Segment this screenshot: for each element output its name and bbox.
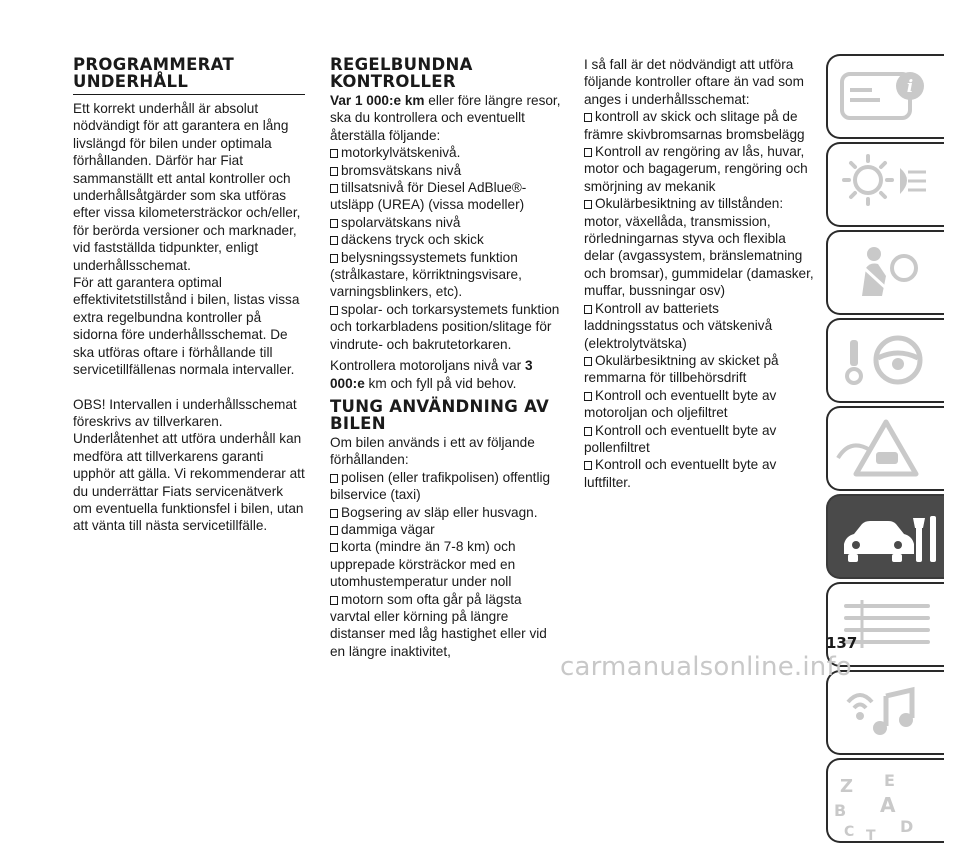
checkbox-square-icon [330, 167, 338, 176]
section-title-heavy-use: TUNG ANVÄNDNING AV BILEN [330, 396, 550, 433]
svg-text:i: i [906, 77, 914, 97]
tab-index[interactable] [826, 758, 944, 843]
checkbox-square-icon [330, 184, 338, 193]
index-letter: Z [840, 776, 854, 797]
list-item: Kontroll och eventuellt byte av luftfilter. [584, 457, 777, 490]
checkbox-square-icon [584, 392, 592, 401]
warning-triangle-icon [828, 408, 946, 493]
checkbox-square-icon [330, 509, 338, 518]
index-letter: T [866, 828, 876, 844]
column-2 [330, 56, 562, 660]
steering-wheel-key-icon [828, 320, 946, 405]
list-item: Kontroll och eventuellt byte av pollenfiltret [584, 422, 777, 455]
frequent-checks-intro: I så fall är det nödvändigt att utföra följande kontroller oftare än vad som anges i underhållsschemat: [584, 57, 804, 107]
paragraph-extra-checks: För att garantera optimal effektivitetstillstånd i bilen, listas vissa extra regelbundna kontroller på sidorna före underhållsschemat. De ska utföras oftare i förhållande till servicetillfällenas normala intervaller. [73, 275, 300, 378]
page-number: 137 [826, 634, 858, 652]
watermark: carmanualsonline.info [560, 652, 852, 682]
checkbox-square-icon [584, 305, 592, 314]
list-item: motorkylvätskenivå. [330, 144, 562, 161]
tab-multimedia[interactable] [826, 670, 944, 755]
list-item: belysningssystemets funktion (strålkastare, körriktningsvisare, varningsblinkers, etc). [330, 249, 522, 300]
checkbox-square-icon [330, 219, 338, 228]
oil-check-paragraph: Kontrollera motoroljans nivå var 3 000:e km och fyll på vid behov. [330, 358, 533, 391]
list-item: Kontroll och eventuellt byte av motoroljan och oljefiltret [584, 387, 777, 421]
index-letter: C [844, 824, 855, 840]
checkbox-square-icon [330, 254, 338, 263]
index-letter: A [880, 793, 896, 817]
list-item: motorn som ofta går på lägsta varvtal eller körning på längre distanser med låg hastighet eller vid en längre inaktivitet, [330, 591, 547, 659]
tab-lights-controls[interactable] [826, 142, 944, 227]
checkbox-square-icon [330, 543, 338, 552]
heavy-use-intro: Om bilen används i ett av följande förhållanden: [330, 434, 535, 468]
index-letter: D [900, 817, 914, 836]
chapter-tabs [826, 54, 944, 846]
checkbox-square-icon [584, 427, 592, 436]
list-item: Kontroll av batteriets laddningsstatus och vätskenivå (elektrolytvätska) [584, 300, 773, 351]
section-title-regular-checks: REGELBUNDNA KONTROLLER [330, 55, 473, 91]
list-item: korta (mindre än 7-8 km) och upprepade körsträckor med en utomhustemperatur under noll [330, 539, 516, 590]
list-item: tillsatsnivå för Diesel AdBlue®-utsläpp (UREA) (vissa modeller) [330, 180, 527, 213]
paragraph-intro: Ett korrekt underhåll är absolut nödvändigt för att garantera en lång livslängd för bilen under optimala förhållanden. Därför har Fiat sammanställt ett antal kontroller och underhållsåtgärder som ska utföras efter vissa kilometersträckor och/eller, för berörda versioner och marknader, vid fastställda tidpunkter, enligt underhållsschemat. [73, 101, 301, 273]
checkbox-square-icon [584, 148, 592, 157]
list-item: dammiga vägar [330, 521, 562, 538]
list-item: Bogsering av släp eller husvagn. [330, 504, 562, 521]
checkbox-square-icon [584, 200, 592, 209]
list-item: spolar- och torkarsystemets funktion och torkarbladens position/slitage för vindrute- och bakrutetorkaren. [330, 301, 560, 352]
checkbox-square-icon [584, 357, 592, 366]
tab-emergency[interactable] [826, 406, 944, 491]
section-title-scheduled-maintenance: PROGRAMMERAT UNDERHÅLL [73, 56, 305, 95]
regular-checks-intro: Var 1 000:e km eller före längre resor, ska du kontrollera och eventuellt återställa följande: [330, 93, 561, 143]
column-3 [584, 56, 816, 491]
checkbox-square-icon [584, 113, 592, 122]
checkbox-square-icon [330, 526, 338, 535]
checkbox-square-icon [330, 474, 338, 483]
index-letters-icon [828, 760, 946, 845]
lights-icon [828, 144, 946, 229]
tab-starting-driving[interactable] [826, 318, 944, 403]
list-item: Kontroll av rengöring av lås, huvar, motor och bagagerum, rengöring och smörjning av mekanik [584, 144, 808, 194]
index-letter: B [834, 801, 847, 820]
paragraph-note: OBS! Intervallen i underhållsschemat föreskrivs av tillverkaren. Underlåtenhet att utföra underhåll kan medföra att tillverkarens garanti upphör att gälla. Vi rekommenderar att du underrättar Fiats servicenätverk om eventuella funktionsfel i bilen, utan att vänta till nästa servicetillfälle. [73, 396, 305, 534]
list-item: spolarvätskans nivå [330, 214, 562, 231]
checkbox-square-icon [330, 149, 338, 158]
tab-maintenance-active[interactable] [826, 494, 944, 579]
checkbox-square-icon [330, 306, 338, 315]
list-item: kontroll av skick och slitage på de främre skivbromsarnas bromsbelägg [584, 109, 805, 142]
checkbox-square-icon [330, 596, 338, 605]
list-item: Okulärbesiktning av tillstånden: motor, växellåda, transmission, rörledningarnas styva och flexibla delar (avgassystem, bränslematning och bromsar), gummidelar (damasker, muffar, bussningar osv) [584, 196, 814, 299]
list-item: däckens tryck och skick [330, 231, 562, 248]
column-1 [73, 56, 305, 535]
checkbox-square-icon [330, 236, 338, 245]
tab-dashboard-info[interactable] [826, 54, 944, 139]
checkbox-square-icon [584, 461, 592, 470]
index-letter: E [884, 771, 895, 790]
dashboard-info-icon [828, 56, 946, 141]
car-wrench-icon [828, 496, 946, 581]
tab-safety[interactable] [826, 230, 944, 315]
multimedia-icon [828, 672, 946, 757]
list-item: polisen (eller trafikpolisen) offentlig bilservice (taxi) [330, 469, 551, 503]
list-item: Okulärbesiktning av skicket på remmarna för tillbehörsdrift [584, 352, 779, 386]
list-item: bromsvätskans nivå [330, 162, 562, 179]
seatbelt-airbag-icon [828, 232, 946, 317]
